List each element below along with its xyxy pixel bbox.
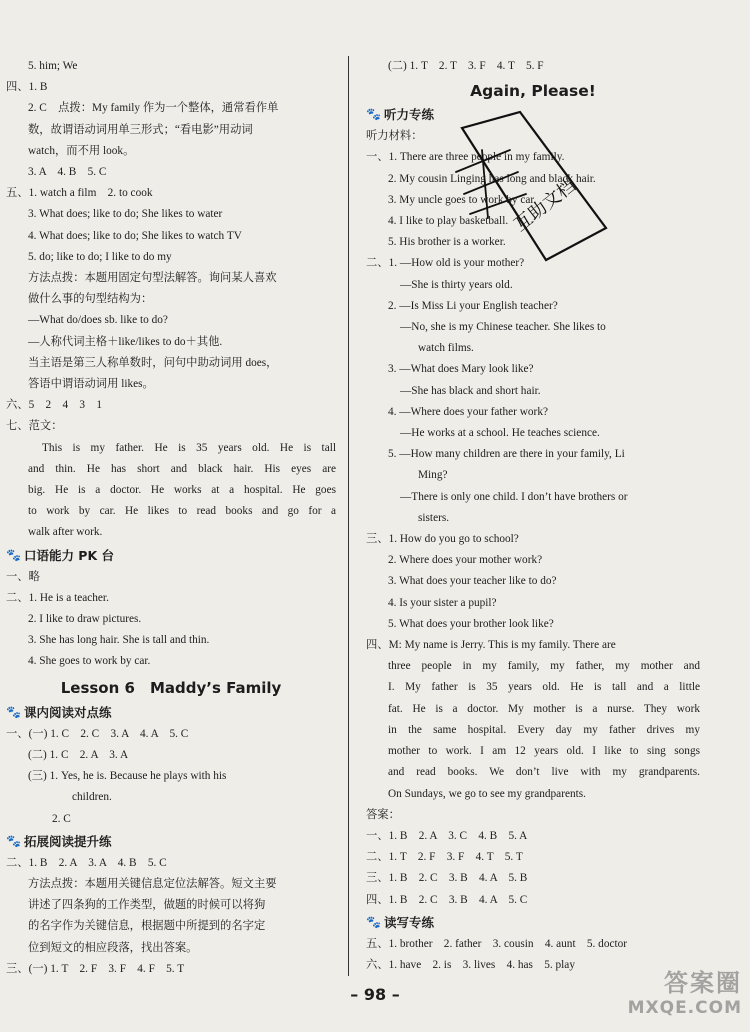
method-tip: —人称代词主格＋like/likes to do＋其他. — [28, 335, 223, 348]
answer-line: 2. C — [52, 812, 71, 825]
answer-line: 3. What does; like to do; She likes to water — [28, 208, 223, 221]
script-line: 3. —What does Mary look like? — [388, 363, 534, 376]
answer-line: 一、(一) 1. C 2. C 3. A 4. A 5. C — [6, 727, 189, 740]
unit-title: Again, Please! — [470, 82, 596, 101]
answer-line: 二、1. T 2. F 3. F 4. T 5. T — [366, 851, 523, 864]
method-tip: 做什么事的句型结构为： — [28, 293, 153, 306]
method-tip: 方法点拨：本题用关键信息定位法解答。短文主要 — [28, 877, 277, 890]
section-title: 读写专练 — [383, 914, 434, 930]
method-tip: 当主语是第三人称单数时，问句中助动词用 does， — [28, 356, 278, 369]
answer-line: 一、1. B 2. A 3. C 4. B 5. A — [366, 829, 528, 842]
answer-line: 三、(一) 1. T 2. F 3. F 4. F 5. T — [6, 962, 185, 975]
answers-heading: 答案： — [366, 808, 400, 821]
paragraph-line: I. My father is 35 years old. He is tall and a little — [388, 681, 700, 694]
answer-line: 3. She has long hair. She is tall and thin. — [28, 634, 210, 647]
script-line: —There is only one child. I don’t have brothers or — [400, 490, 628, 503]
script-line: 二、1. —How old is your mother? — [366, 257, 525, 270]
script-line: 3. My uncle goes to work by car. — [388, 193, 537, 206]
paw-icon: 🐾 — [6, 833, 21, 848]
answer-line: 四、1. B 2. C 3. B 4. A 5. C — [366, 893, 528, 906]
script-line: 2. Where does your mother work? — [388, 554, 543, 567]
section-title: 口语能力 PK 台 — [23, 547, 115, 563]
paragraph-line: in the same hospital. Every day my father drives my — [388, 723, 700, 736]
section-heading — [6, 701, 336, 724]
page-number: – 98 – — [350, 985, 400, 1004]
section-heading — [366, 103, 700, 126]
label-line: 听力材料： — [366, 130, 423, 143]
essay-line: big. He is a doctor. He works at a hospital. He goes — [28, 484, 336, 497]
answer-line: 一、略 — [6, 570, 40, 583]
answer-line: 5. him; We — [28, 60, 78, 72]
script-line: 一、1. There are three people in my family. — [366, 151, 565, 164]
section-heading — [366, 911, 700, 934]
script-line: Ming? — [418, 469, 448, 482]
script-line: sisters. — [418, 511, 450, 524]
answer-line: 五、1. brother 2. father 3. cousin 4. aunt 5. doctor — [366, 937, 628, 950]
paw-icon: 🐾 — [6, 704, 21, 719]
method-tip: 方法点拨：本题用固定句型法解答。询问某人喜欢 — [28, 272, 277, 285]
answer-line: children. — [72, 791, 112, 804]
script-line: 4. I like to play basketball. — [388, 215, 509, 228]
paragraph-line: fat. He is a doctor. My mother is a nurse. They work — [388, 702, 700, 715]
paragraph-line: three people in my family, my father, my mother and — [388, 660, 700, 673]
answer-line: 5. do; like to do; I like to do my — [28, 250, 172, 263]
column-divider — [348, 56, 349, 976]
script-line: 四、M: My name is Jerry. This is my family. There are — [366, 639, 616, 652]
listening-paragraph — [366, 656, 700, 804]
watermark-url: MXQE.COM — [627, 998, 742, 1018]
method-tip: 的名字作为关键信息，根据题中所提到的名字定 — [28, 920, 266, 933]
lesson-title: Lesson 6 Maddy’s Family — [60, 678, 282, 697]
answer-line: 二、1. He is a teacher. — [6, 591, 109, 604]
script-line: —She is thirty years old. — [400, 278, 513, 291]
answer-line: (三) 1. Yes, he is. Because he plays with his — [28, 770, 227, 783]
method-tip: 位到短文的相应段落，找出答案。 — [28, 941, 198, 954]
answer-line: 六、5 2 4 3 1 — [6, 399, 103, 412]
section-title: 课内阅读对点练 — [23, 704, 112, 720]
answer-line: (二) 1. T 2. T 3. F 4. T 5. F — [388, 60, 544, 72]
script-line: 5. —How many children are there in your family, Li — [388, 448, 625, 461]
script-line: watch films. — [418, 342, 474, 355]
answer-line: 2. I like to draw pictures. — [28, 613, 142, 626]
answer-line: 二、1. B 2. A 3. A 4. B 5. C — [6, 856, 167, 869]
paragraph-line: and read books. We don’t live with my grandparents. — [388, 766, 700, 779]
script-line: 3. What does your teacher like to do? — [388, 575, 557, 588]
left-column — [6, 56, 336, 980]
method-tip: 讲述了四条狗的工作类型，做题的时候可以将狗 — [28, 899, 266, 912]
answer-line: 五、1. watch a film 2. to cook — [6, 187, 153, 200]
essay-line: This is my father. He is 35 years old. He is tall — [42, 441, 336, 454]
explanation-line: 数，故谓语动词用单三形式；“看电影”用动词 — [28, 123, 253, 136]
paragraph-line: On Sundays, we go to see my grandparents. — [388, 787, 586, 800]
script-line: 2. My cousin Linging has long and black hair. — [388, 172, 596, 185]
model-essay — [6, 438, 336, 544]
paragraph-line: mother to work. I am 12 years old. I like to sing songs — [388, 745, 700, 758]
answer-line: 3. A 4. B 5. C — [28, 166, 107, 179]
section-heading — [6, 830, 336, 853]
section-title: 拓展阅读提升练 — [23, 833, 112, 849]
paw-icon: 🐾 — [366, 914, 381, 929]
answer-line: 四、1. B — [6, 81, 48, 94]
paw-icon: 🐾 — [366, 107, 381, 122]
watermark-text: 答案圈 — [664, 969, 742, 997]
answer-line: (二) 1. C 2. A 3. A — [28, 748, 129, 761]
answer-line: 六、1. have 2. is 3. lives 4. has 5. play — [366, 958, 575, 971]
script-line: —He works at a school. He teaches science. — [400, 427, 600, 440]
answer-line: 三、1. B 2. C 3. B 4. A 5. B — [366, 872, 528, 885]
method-tip: —What do/does sb. like to do? — [28, 314, 168, 327]
section-title: 听力专练 — [383, 107, 434, 123]
method-tip: 答语中谓语动词用 likes。 — [28, 378, 154, 391]
paw-icon: 🐾 — [6, 547, 21, 562]
explanation-line: watch，而不用 look。 — [28, 144, 135, 157]
script-line: —She has black and short hair. — [400, 384, 541, 397]
script-line: 4. Is your sister a pupil? — [388, 596, 497, 609]
section-heading — [6, 544, 336, 567]
script-line: 三、1. How do you go to school? — [366, 533, 519, 546]
script-line: 5. What does your brother look like? — [388, 617, 554, 630]
answer-line: 2. C 点拨：My family 作为一个整体，通常看作单 — [28, 102, 279, 115]
script-line: 5. His brother is a worker. — [388, 236, 506, 249]
script-line: 2. —Is Miss Li your English teacher? — [388, 299, 558, 312]
script-line: —No, she is my Chinese teacher. She likes to — [400, 321, 606, 334]
right-column — [366, 56, 700, 976]
essay-line: and thin. He has short and black hair. His eyes are — [28, 462, 336, 475]
answer-line: 七、范文： — [6, 420, 63, 433]
answer-line: 4. She goes to work by car. — [28, 655, 151, 668]
script-line: 4. —Where does your father work? — [388, 405, 548, 418]
watermark-logo — [628, 963, 742, 1018]
essay-line: walk after work. — [28, 526, 103, 539]
answer-line: 4. What does; like to do; She likes to watch TV — [28, 229, 242, 242]
stamp-text: 互助文档 — [510, 175, 580, 236]
essay-line: to work by car. He likes to read books and go for a — [28, 505, 336, 518]
